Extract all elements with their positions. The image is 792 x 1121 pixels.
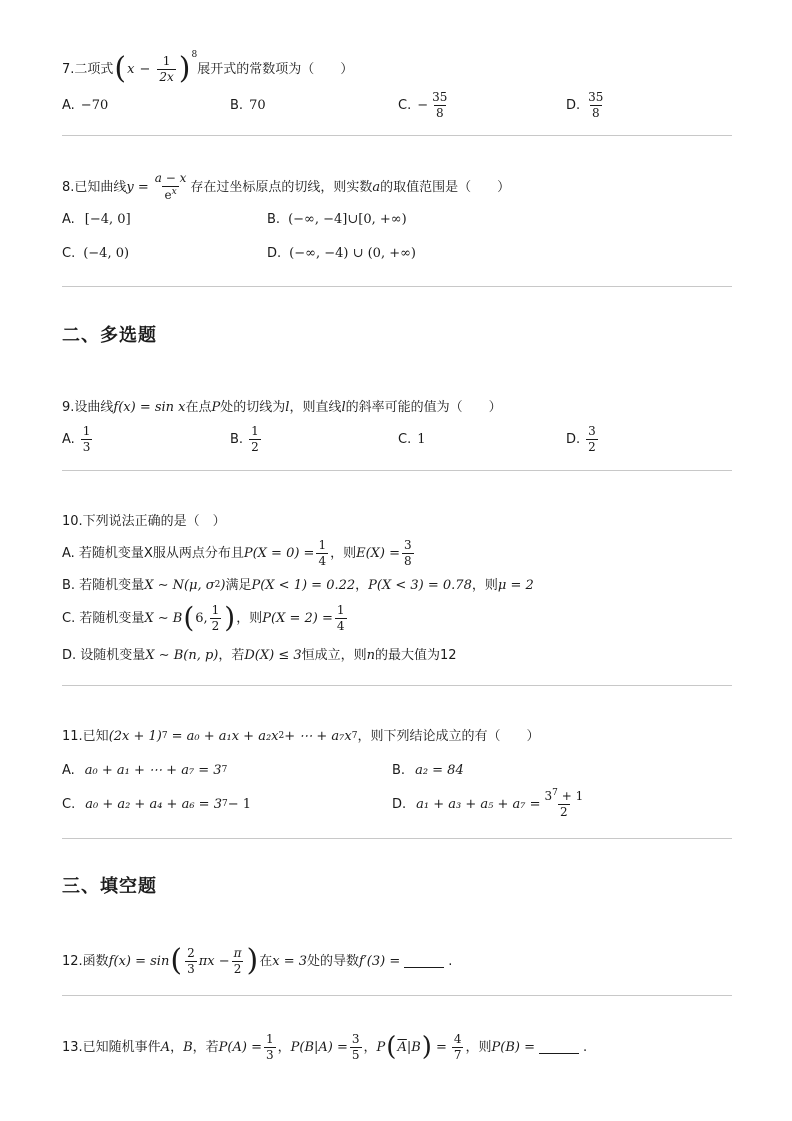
q10-stem: 10.下列说法正确的是（ ） <box>62 513 226 529</box>
q8-stem: 8.已知曲线 y = $\frac{a - x}{e^x}$ 存在过坐标原点的切线，则实数 a 的取值范围是（ ） <box>62 171 511 202</box>
q7-option-c[interactable]: C. − $\frac{35}{8}$ <box>398 89 448 120</box>
answer-blank[interactable] <box>404 955 444 968</box>
divider <box>62 995 732 996</box>
left-paren-icon: ( <box>183 601 195 634</box>
q7-stem: 7.二项式 ( x − $\frac{1}{2x}$ ) $^8$ 展开式的常数项为（ ） <box>62 49 354 86</box>
q10-option-b[interactable]: B. 若随机变量 X ∼ N(μ, σ 2 ) 满足 P(X < 1) = 0.22 ， P(X < 3) = 0.78 ，则 μ = 2 <box>62 577 534 593</box>
section-heading-fill-in: 三、填空题 <box>62 876 157 897</box>
divider <box>62 685 732 686</box>
left-paren-icon: ( <box>386 1032 397 1062</box>
answer-blank[interactable] <box>539 1041 579 1054</box>
q11-option-a[interactable]: A. a₀ + a₁ + ⋯ + a₇ = 3 7 <box>62 762 228 778</box>
right-paren-icon: ) <box>224 601 236 634</box>
q13-stem: 13.已知随机事件 A ， B ，若 P(A) = $\frac{1}{3}$ ， P(B|A) = $\frac{3}{5}$ ， P ( $\overline{A}$ |B ) = $\frac{4}{7}$ ，则 P(B) = . <box>62 1031 588 1062</box>
q10-option-a[interactable]: A. 若随机变量X服从两点分布且 P(X = 0) = $\frac{1}{4}$ ，则 E(X) = $\frac{3}{8}$ <box>62 537 412 568</box>
q8-option-c[interactable]: C. (−4, 0) <box>62 245 130 261</box>
q11-stem: 11.已知 (2x + 1) 7 = a₀ + a₁x + a₂x 2 + ⋯ + a₇x 7 ，则下列结论成立的有（ ） <box>62 728 540 744</box>
q9-stem: 9.设曲线 f(x) = sin x 在点 P 处的切线为 l ，则直线 l 的斜率可能的值为（ ） <box>62 399 502 415</box>
q8-option-b[interactable]: B. (−∞, −4]∪[0, +∞) <box>267 211 407 227</box>
divider <box>62 838 732 839</box>
right-paren-icon: ) <box>246 943 259 978</box>
q9-option-b[interactable]: B. $\frac{1}{2}$ <box>230 423 259 454</box>
q8-option-a[interactable]: A. [−4, 0] <box>62 211 131 227</box>
right-paren-icon: ) <box>421 1032 432 1062</box>
q9-option-a[interactable]: A. $\frac{1}{3}$ <box>62 423 91 454</box>
section-heading-multiple-choice: 二、多选题 <box>62 325 157 346</box>
divider <box>62 286 732 287</box>
q10-option-d[interactable]: D. 设随机变量 X ∼ B(n, p) ，若 D(X) ≤ 3 恒成立，则 n 的最大值为12 <box>62 647 457 663</box>
left-paren-icon: ( <box>170 943 183 978</box>
q7-option-a[interactable]: A. −70 <box>62 97 109 113</box>
q11-option-b[interactable]: B. a₂ = 84 <box>392 762 464 778</box>
q8-option-d[interactable]: D. (−∞, −4) ∪ (0, +∞) <box>267 245 417 261</box>
left-paren-icon: ( <box>114 51 127 86</box>
q11-option-d[interactable]: D. a₁ + a₃ + a₅ + a₇ = $\frac{3^7 + 1}{2}$ <box>392 788 584 819</box>
q11-option-c[interactable]: C. a₀ + a₂ + a₄ + a₆ = 3 7 − 1 <box>62 796 251 812</box>
q9-option-d[interactable]: D. $\frac{3}{2}$ <box>566 423 596 454</box>
q7-fraction: $\frac{1}{2x}$ <box>159 53 174 84</box>
q10-option-c[interactable]: C. 若随机变量 X ∼ B ( 6, $\frac{1}{2}$ ) ，则 P(X = 2) = $\frac{1}{4}$ <box>62 601 345 634</box>
divider <box>62 470 732 471</box>
q12-stem: 12.函数 f(x) = sin ( $\frac{2}{3}$ πx − $\frac{\pi}{2}$ ) 在 x = 3 处的导数 f′(3) = . <box>62 943 453 978</box>
right-paren-icon: ) <box>178 51 191 86</box>
q9-option-c[interactable]: C. 1 <box>398 431 426 447</box>
divider <box>62 135 732 136</box>
q7-option-d[interactable]: D. $\frac{35}{8}$ <box>566 89 604 120</box>
q7-option-b[interactable]: B. 70 <box>230 97 266 113</box>
